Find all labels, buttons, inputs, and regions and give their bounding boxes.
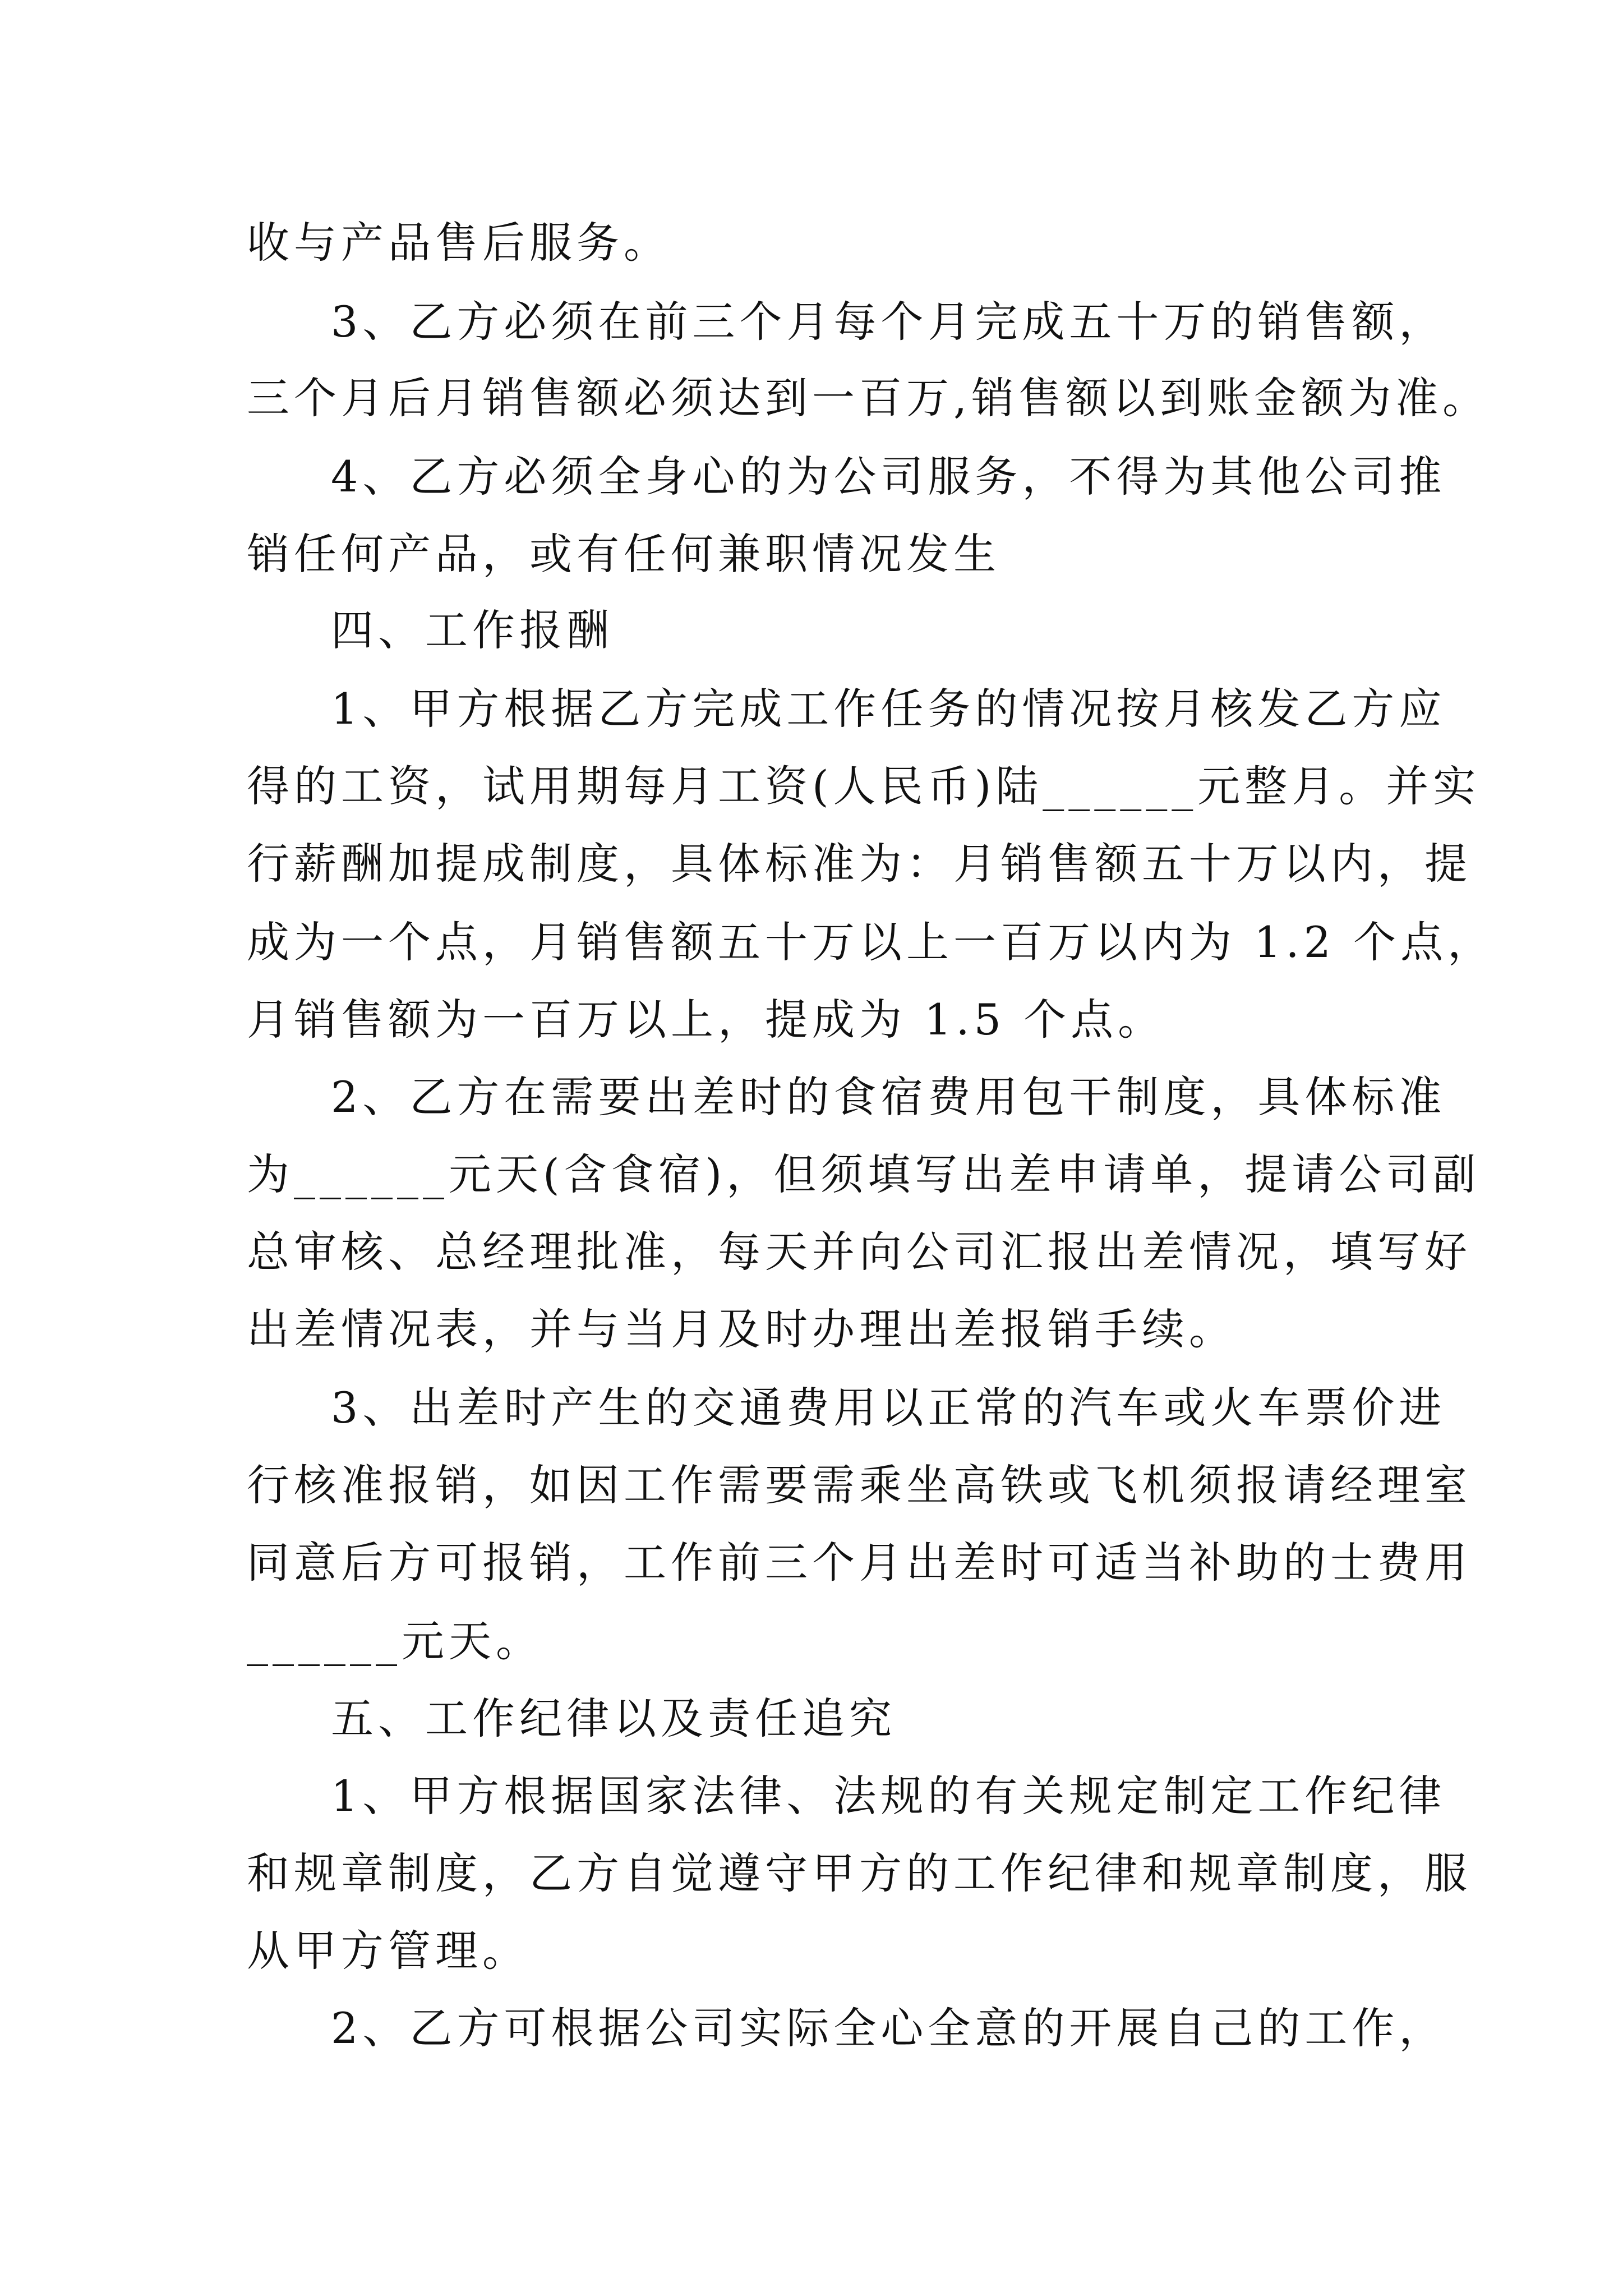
- text-line: 三个月后月销售额必须达到一百万,销售额以到账金额为准。: [247, 373, 1490, 423]
- text-line: 同意后方可报销，工作前三个月出差时可适当补助的士费用: [247, 1538, 1472, 1588]
- text-line: 收与产品售后服务。: [247, 218, 671, 268]
- text-line: ______元天。: [247, 1616, 543, 1666]
- text-line: 从甲方管理。: [247, 1926, 529, 1976]
- text-line: 2、乙方在需要出差时的食宿费用包干制度，具体标准: [331, 1072, 1446, 1122]
- text-line: 总审核、总经理批准，每天并向公司汇报出差情况，填写好: [247, 1227, 1472, 1277]
- text-line: 行核准报销，如因工作需要需乘坐高铁或飞机须报请经理室: [247, 1460, 1472, 1510]
- section-heading: 四、工作报酬: [331, 605, 614, 655]
- section-heading: 五、工作纪律以及责任追究: [331, 1694, 896, 1743]
- text-line: 月销售额为一百万以上，提成为 1.5 个点。: [247, 995, 1165, 1045]
- text-line: 1、甲方根据国家法律、法规的有关规定制定工作纪律: [331, 1771, 1446, 1821]
- text-line: 得的工资，试用期每月工资(人民币)陆______元整月。并实: [247, 761, 1481, 811]
- text-line: 2、乙方可根据公司实际全心全意的开展自己的工作，: [331, 2003, 1446, 2053]
- text-line: 行薪酬加提成制度，具体标准为：月销售额五十万以内，提: [247, 839, 1472, 889]
- text-line: 3、乙方必须在前三个月每个月完成五十万的销售额，: [331, 297, 1446, 347]
- text-line: 为______元天(含食宿)，但须填写出差申请单，提请公司副: [247, 1149, 1481, 1199]
- text-line: 4、乙方必须全身心的为公司服务，不得为其他公司推: [331, 452, 1446, 501]
- text-line: 成为一个点，月销售额五十万以上一百万以内为 1.2 个点，: [247, 917, 1495, 967]
- text-line: 和规章制度，乙方自觉遵守甲方的工作纪律和规章制度，服: [247, 1848, 1472, 1898]
- text-line: 出差情况表，并与当月及时办理出差报销手续。: [247, 1304, 1236, 1354]
- text-line: 3、出差时产生的交通费用以正常的汽车或火车票价进: [331, 1383, 1446, 1433]
- text-line: 销任何产品，或有任何兼职情况发生: [247, 529, 1000, 579]
- text-line: 1、甲方根据乙方完成工作任务的情况按月核发乙方应: [331, 684, 1446, 734]
